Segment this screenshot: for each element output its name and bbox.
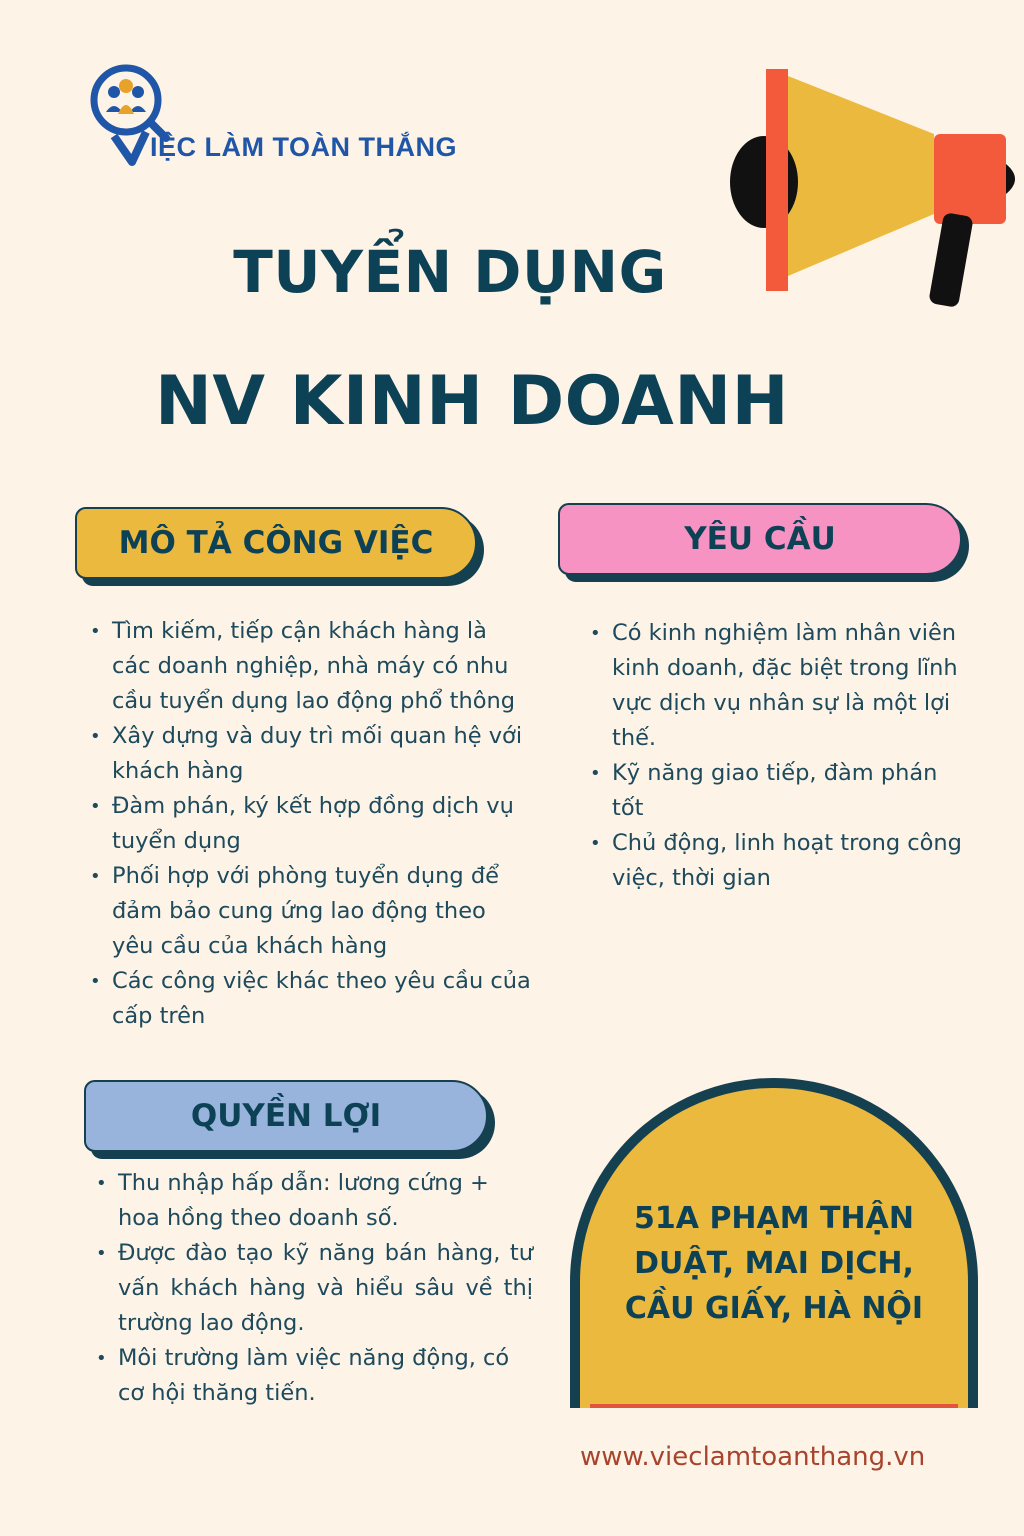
benefits-heading: QUYỀN LỢI: [84, 1080, 488, 1152]
list-item: • Môi trường làm việc năng động, có cơ hội thăng tiến.: [118, 1341, 533, 1411]
requirements-heading: YÊU CẦU: [558, 503, 962, 575]
list-item: • Các công việc khác theo yêu cầu của cấp trên: [112, 964, 532, 1034]
page-title-line2: NV KINH DOANH: [155, 362, 790, 441]
address-text: 51A PHẠM THẬN DUẬT, MAI DỊCH, CẦU GIẤY, HÀ NỘI: [624, 1200, 924, 1326]
benefits-list: [96, 1166, 533, 1411]
job-description-list: [90, 614, 532, 1034]
page-title-line1: TUYỂN DỤNG: [233, 238, 667, 306]
website-link[interactable]: www.vieclamtoanthang.vn: [580, 1442, 926, 1472]
logo-text: IỆC LÀM TOÀN THẮNG: [150, 132, 457, 162]
list-item: • Được đào tạo kỹ năng bán hàng, tư vấn khách hàng và hiểu sâu về thị trường lao động.: [118, 1236, 533, 1341]
list-item: • Đàm phán, ký kết hợp đồng dịch vụ tuyển dụng: [112, 789, 532, 859]
address-badge: [570, 1078, 978, 1408]
list-item: • Thu nhập hấp dẫn: lương cứng + hoa hồng theo doanh số.: [118, 1166, 533, 1236]
requirements-list: [590, 616, 972, 896]
job-description-heading: MÔ TẢ CÔNG VIỆC: [75, 507, 477, 579]
list-item: • Chủ động, linh hoạt trong công việc, thời gian: [612, 826, 972, 896]
list-item: • Xây dựng và duy trì mối quan hệ với khách hàng: [112, 719, 532, 789]
list-item: • Phối hợp với phòng tuyển dụng để đảm bảo cung ứng lao động theo yêu cầu của khách hàng: [112, 859, 532, 964]
list-item: • Kỹ năng giao tiếp, đàm phán tốt: [612, 756, 972, 826]
address-underline: [590, 1404, 958, 1408]
list-item: • Tìm kiếm, tiếp cận khách hàng là các doanh nghiệp, nhà máy có nhu cầu tuyển dụng lao động phổ thông: [112, 614, 532, 719]
list-item: • Có kinh nghiệm làm nhân viên kinh doanh, đặc biệt trong lĩnh vực dịch vụ nhân sự là một lợi thế.: [612, 616, 972, 756]
